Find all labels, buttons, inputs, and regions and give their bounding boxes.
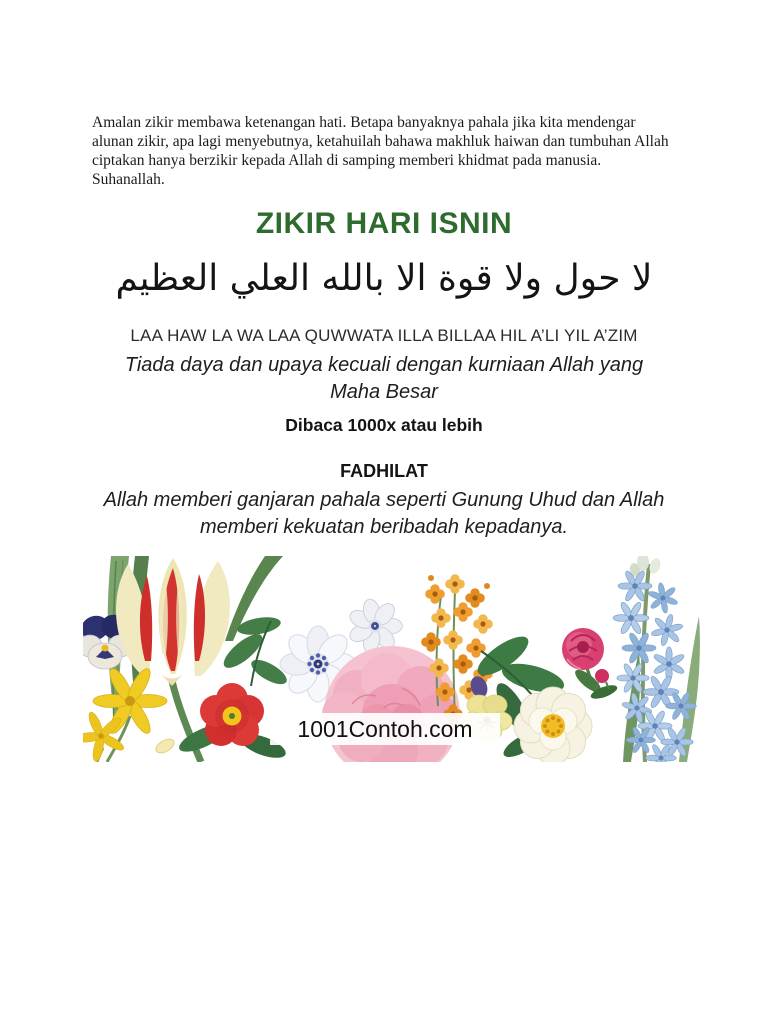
transliteration-text: LAA HAW LA WA LAA QUWWATA ILLA BILLAA HIL A’LI YIL A’ZIM bbox=[130, 326, 638, 345]
fadhilat-line: memberi kekuatan beribadah kepadanya. bbox=[199, 516, 569, 538]
intro-line: ciptakan hanya berzikir kepada Allah di samping memberi khidmat pada manusia. bbox=[92, 151, 602, 169]
white-camellia bbox=[514, 687, 592, 762]
repetition-note: Dibaca 1000x atau lebih bbox=[285, 415, 483, 435]
arabic-dhikr-text: لا حول ولا قوة الا بالله العلي العظيم bbox=[115, 258, 653, 299]
brand-watermark: 1001Contoh.com bbox=[270, 713, 500, 745]
page-title: ZIKIR HARI ISNIN bbox=[255, 207, 513, 240]
red-primrose bbox=[200, 683, 264, 746]
fadhilat-line: Allah memberi ganjaran pahala seperti Gunung Uhud dan Allah bbox=[103, 489, 665, 511]
translation-line: Tiada daya dan upaya kecuali dengan kurniaan Allah yang bbox=[124, 354, 644, 376]
fadhilat-heading: FADHILAT bbox=[340, 461, 428, 481]
yellow-freesia bbox=[83, 666, 176, 762]
intro-line: alunan zikir, apa lagi menyebutnya, ketahuilah bahawa makhluk haiwan dan tumbuhan Allah bbox=[92, 132, 669, 150]
intro-line: Amalan zikir membawa ketenangan hati. Betapa banyaknya pahala jika kita mendengar bbox=[92, 113, 636, 131]
fadhilat-text bbox=[0, 487, 768, 541]
intro-line: Suhanallah. bbox=[92, 170, 165, 188]
flower-border-illustration bbox=[83, 556, 713, 762]
blue-hyacinth bbox=[613, 556, 700, 762]
translation-text bbox=[0, 352, 768, 406]
intro-paragraph bbox=[92, 113, 688, 189]
pink-rose bbox=[562, 628, 619, 701]
translation-line: Maha Besar bbox=[330, 381, 438, 403]
